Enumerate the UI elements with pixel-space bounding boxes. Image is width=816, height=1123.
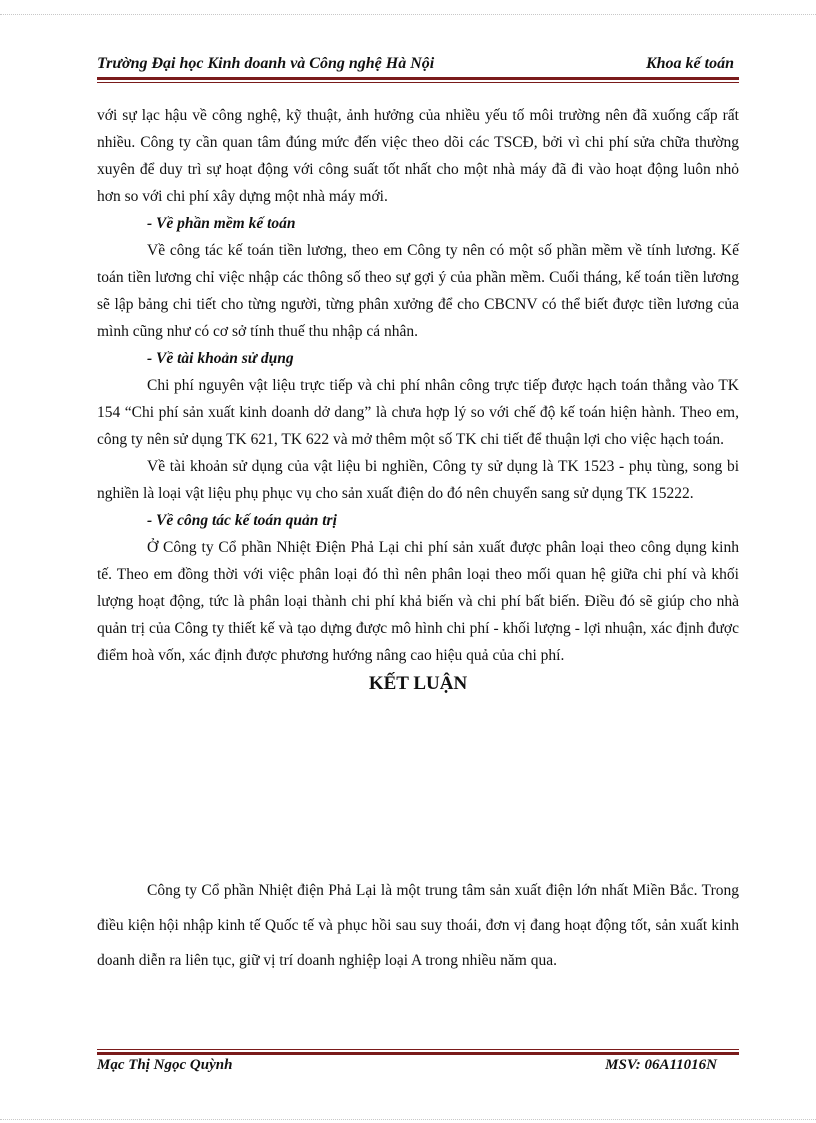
subheading-management-accounting: - Về công tác kế toán quản trị: [147, 512, 337, 529]
paragraph-cost-classification: Ở Công ty Cổ phần Nhiệt Điện Phả Lại chi phí sản xuất được phân loại theo công dụng kinh tế. Theo em đồng thời với việc phân loại đó thì nên phân loại theo mối quan hệ giữa chi phí và khối lượng hoạt động, tức là phân loại thành chi phí khả biến và chi phí bất biến. Điều đó sẽ giúp cho nhà quản trị của Công ty thiết kế và tạo dựng được mô hình chi phí - khối lượng - lợi nhuận, xác định được điểm hoà vốn, xác định được phương hướng nâng cao hiệu quả của chi phí.: [97, 539, 739, 664]
header-department: Khoa kế toán: [645, 55, 734, 72]
paragraph-grinding-balls: Về tài khoản sử dụng của vật liệu bi nghiền, Công ty sử dụng là TK 1523 - phụ tùng, song bi nghiền là loại vật liệu phụ phục vụ cho sản xuất điện do đó nên chuyển sang sử dụng TK 15222.: [97, 458, 739, 502]
document-body: [97, 102, 739, 699]
subheading-software: - Về phần mềm kế toán: [147, 215, 296, 232]
footer-rule: [97, 1049, 739, 1055]
conclusion-title: KẾT LUẬN: [368, 673, 468, 694]
header-rule: [97, 77, 739, 83]
page-header: [97, 55, 739, 77]
footer-student-id: MSV: 06A11016N: [605, 1057, 717, 1073]
paragraph-conclusion: Công ty Cổ phần Nhiệt điện Phả Lại là một trung tâm sản xuất điện lớn nhất Miền Bắc. Trong điều kiện hội nhập kinh tế Quốc tế và phục hồi sau suy thoái, đơn vị đang hoạt động tốt, sản xuất kinh doanh diễn ra liên tục, giữ vị trí doanh nghiệp loại A trong nhiều năm qua.: [97, 882, 739, 969]
subheading-accounts: - Về tài khoản sử dụng: [147, 350, 294, 367]
header-school-name: Trường Đại học Kinh doanh và Công nghệ Hà Nội: [97, 55, 435, 72]
page-top-dotted-border: [0, 0, 816, 15]
page-footer: [97, 1057, 739, 1079]
paragraph-direct-costs: Chi phí nguyên vật liệu trực tiếp và chi phí nhân công trực tiếp được hạch toán thẳng vào TK 154 “Chi phí sản xuất kinh doanh dở dang” là chưa hợp lý so với chế độ kế toán hiện hành. Theo em, công ty nên sử dụng TK 621, TK 622 và mở thêm một số TK chi tiết để thuận lợi cho việc hạch toán.: [97, 377, 739, 448]
page-bottom-dotted-border: [0, 1119, 816, 1120]
paragraph-payroll-software: Về công tác kế toán tiền lương, theo em Công ty nên có một số phần mềm về tính lương. Kế toán tiền lương chỉ việc nhập các thông số theo sự gợi ý của phần mềm. Cuối tháng, kế toán tiền lương sẽ lập bảng chi tiết cho từng người, từng phân xưởng để cho CBCNV có thể biết được tiền lương của mình cũng như có cơ sở tính thuế thu nhập cá nhân.: [97, 242, 739, 340]
footer-author: Mạc Thị Ngọc Quỳnh: [97, 1057, 233, 1073]
conclusion-body: [97, 873, 739, 978]
paragraph-fixed-assets: với sự lạc hậu về công nghệ, kỹ thuật, ảnh hưởng của nhiều yếu tố môi trường nên đã xuống cấp rất nhiều. Công ty cần quan tâm đúng mức đến việc theo dõi các TSCĐ, bởi vì chi phí sửa chữa thường xuyên để duy trì sự hoạt động với công suất tốt nhất cho một nhà máy đã đi vào hoạt động luôn nhỏ hơn so với chi phí xây dựng một nhà máy mới.: [97, 107, 739, 205]
